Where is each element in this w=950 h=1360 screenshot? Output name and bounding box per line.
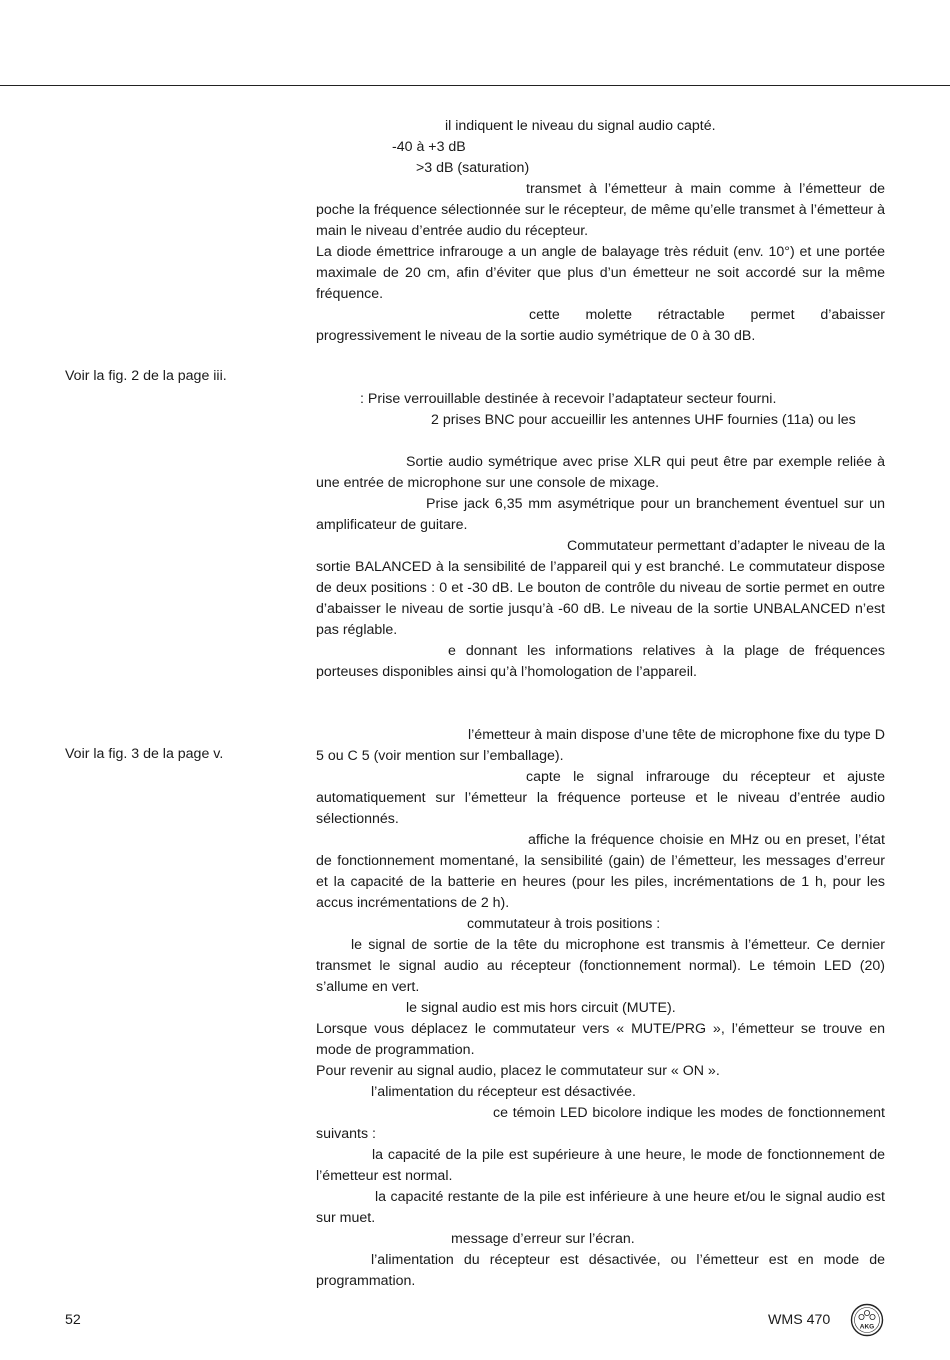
paragraph: : Prise verrouillable destinée à recevoir l’adaptateur secteur fourni. bbox=[360, 391, 777, 407]
akg-logo bbox=[850, 1303, 884, 1337]
header-rule bbox=[0, 85, 950, 86]
paragraph: Pour revenir au signal audio, placez le commutateur sur « ON ». bbox=[316, 1063, 720, 1079]
paragraph: le signal audio est mis hors circuit (MUTE). bbox=[406, 1000, 676, 1016]
paragraph: la capacité de la pile est supérieure à une heure, le mode de fonctionnement de l’émetteur est normal. bbox=[316, 1147, 885, 1184]
main-text-column bbox=[316, 116, 885, 1292]
paragraph: l’alimentation du récepteur est désactivée, ou l’émetteur est en mode de programmation. bbox=[316, 1252, 885, 1289]
paragraph: ce témoin LED bicolore indique les modes de fonctionnement suivants : bbox=[316, 1105, 885, 1142]
paragraph: Prise jack 6,35 mm asymétrique pour un branchement éventuel sur un amplificateur de guitare. bbox=[316, 496, 885, 533]
logo-text: AKG bbox=[859, 1323, 875, 1331]
page-number: 52 bbox=[65, 1312, 81, 1328]
paragraph: l’émetteur à main dispose d’une tête de microphone fixe du type D 5 ou C 5 (voir mention sur l’emballage). bbox=[316, 727, 885, 764]
figure-reference-3: Voir la fig. 3 de la page v. bbox=[65, 746, 224, 762]
paragraph: -40 à +3 dB bbox=[392, 139, 466, 155]
paragraph: commutateur à trois positions : bbox=[467, 916, 661, 932]
paragraph: e donnant les informations relatives à la plage de fréquences porteuses disponibles ainsi qu’à l’homologation de l’appareil. bbox=[316, 643, 885, 680]
paragraph: le signal de sortie de la tête du microphone est transmis à l’émetteur. Ce dernier transmet le signal audio au récepteur (fonctionnement normal). Le témoin LED (20) s’allume en vert. bbox=[316, 937, 885, 995]
paragraph: l’alimentation du récepteur est désactivée. bbox=[371, 1084, 636, 1100]
paragraph: la capacité restante de la pile est inférieure à une heure et/ou le signal audio est sur muet. bbox=[316, 1189, 885, 1226]
paragraph: Lorsque vous déplacez le commutateur vers « MUTE/PRG », l’émetteur se trouve en mode de programmation. bbox=[316, 1021, 885, 1058]
paragraph: transmet à l’émetteur à main comme à l’émetteur de poche la fréquence sélectionnée sur le récepteur, de même qu’elle transmet à l’émetteur à main le niveau d’entrée audio du récepteur. bbox=[316, 181, 885, 239]
paragraph: il indiquent le niveau du signal audio capté. bbox=[445, 118, 716, 134]
paragraph: affiche la fréquence choisie en MHz ou en preset, l’état de fonctionnement momentané, la sensibilité (gain) de l’émetteur, les messages d’erreur et la capacité de la batterie en heures (pour les piles, incrémentations de 1 h, pour les accus incrémentations de 2 h). bbox=[316, 832, 885, 911]
paragraph: La diode émettrice infrarouge a un angle de balayage très réduit (env. 10°) et une portée maximale de 20 cm, afin d’éviter que plus d’un émetteur ne soit accordé sur la même fréquence. bbox=[316, 244, 885, 302]
paragraph: cette molette rétractable permet d’abaisser progressivement le niveau de la sortie audio symétrique de 0 à 30 dB. bbox=[316, 307, 885, 344]
paragraph: Sortie audio symétrique avec prise XLR qui peut être par exemple reliée à une entrée de microphone sur une console de mixage. bbox=[316, 454, 885, 491]
paragraph: Commutateur permettant d’adapter le niveau de la sortie BALANCED à la sensibilité de l’appareil qui y est branché. Le commutateur dispose de deux positions : 0 et -30 dB. Le bouton de contrôle du niveau de sortie permet en outre d’abaisser le niveau de sortie jusqu’à -60 dB. Le niveau de la sortie UNBALANCED n’est pas réglable. bbox=[316, 538, 885, 638]
paragraph: capte le signal infrarouge du récepteur et ajuste automatiquement sur l’émetteur la fréquence porteuse et le niveau d’entrée audio sélectionnés. bbox=[316, 769, 885, 827]
paragraph: >3 dB (saturation) bbox=[416, 160, 530, 176]
product-name: WMS 470 bbox=[768, 1312, 831, 1328]
paragraph: 2 prises BNC pour accueillir les antennes UHF fournies (11a) ou les bbox=[431, 412, 856, 428]
figure-reference-2: Voir la fig. 2 de la page iii. bbox=[65, 368, 227, 384]
paragraph: message d’erreur sur l’écran. bbox=[451, 1231, 635, 1247]
